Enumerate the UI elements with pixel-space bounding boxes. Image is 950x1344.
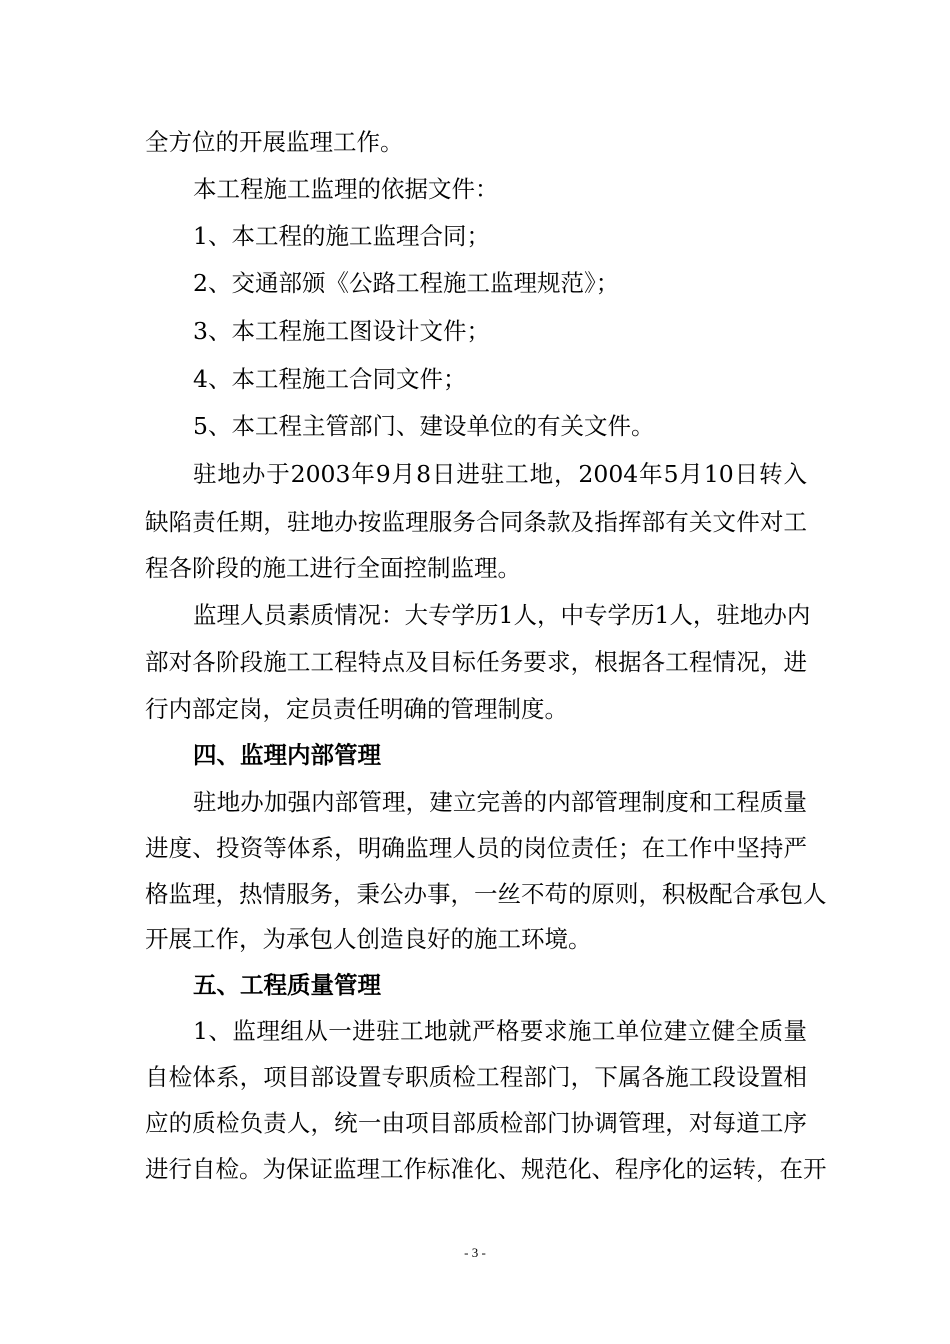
text-line-7: 5、本工程主管部门、建设单位的有关文件。 — [193, 412, 655, 440]
text-line-21: 自检体系，项目部设置专职质检工程部门，下属各施工段设置相 — [145, 1063, 807, 1091]
text-line-18: 开展工作，为承包人创造良好的施工环境。 — [145, 925, 592, 953]
text-line-23: 进行自检。为保证监理工作标准化、规范化、程序化的运转，在开 — [145, 1155, 827, 1183]
page-number: - 3 - — [464, 1245, 486, 1260]
text-line-13: 行内部定岗，定员责任明确的管理制度。 — [145, 695, 568, 723]
text-line-11: 监理人员素质情况：大专学历1人，中专学历1人，驻地办内 — [193, 601, 811, 629]
text-line-1: 全方位的开展监理工作。 — [145, 128, 404, 156]
section-heading-4: 四、监理内部管理 — [193, 741, 381, 769]
text-line-9: 缺陷责任期，驻地办按监理服务合同条款及指挥部有关文件对工 — [145, 508, 807, 536]
text-line-4: 2、交通部颁《公路工程施工监理规范》； — [193, 269, 620, 297]
text-line-10: 程各阶段的施工进行全面控制监理。 — [145, 554, 521, 582]
text-line-22: 应的质检负责人，统一由项目部质检部门协调管理，对每道工序 — [145, 1109, 807, 1137]
text-line-20: 1、监理组从一进驻工地就严格要求施工单位建立健全质量 — [193, 1017, 807, 1045]
text-line-6: 4、本工程施工合同文件； — [193, 365, 467, 393]
section-heading-5: 五、工程质量管理 — [193, 971, 381, 999]
text-line-2: 本工程施工监理的依据文件： — [193, 175, 499, 203]
text-line-3: 1、本工程的施工监理合同； — [193, 222, 490, 250]
text-line-16: 进度、投资等体系，明确监理人员的岗位责任；在工作中坚持严 — [145, 834, 807, 862]
text-line-15: 驻地办加强内部管理，建立完善的内部管理制度和工程质量 — [193, 788, 807, 816]
text-line-12: 部对各阶段施工工程特点及目标任务要求，根据各工程情况，进 — [145, 648, 807, 676]
text-line-17: 格监理，热情服务，秉公办事，一丝不苟的原则，积极配合承包人 — [145, 880, 827, 908]
text-line-8: 驻地办于2003年9月8日进驻工地，2004年5月10日转入 — [193, 460, 807, 488]
text-line-5: 3、本工程施工图设计文件； — [193, 317, 490, 345]
